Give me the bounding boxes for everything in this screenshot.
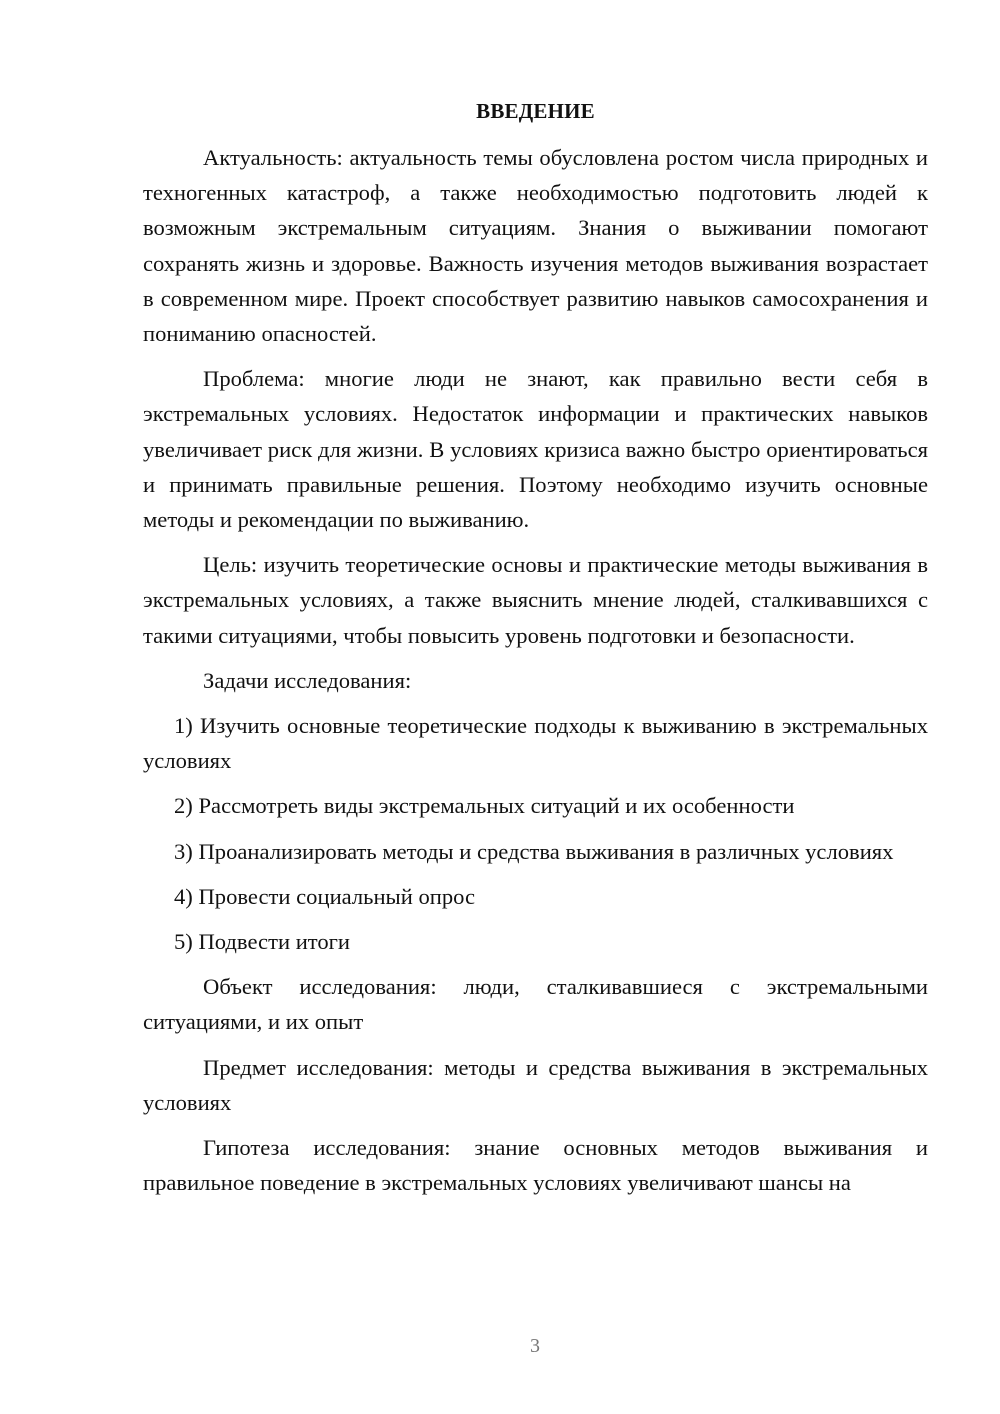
relevance-paragraph: Актуальность: актуальность темы обусловлена ростом числа природных и техногенных катастроф, а также необходимостью подготовить людей к возможным экстремальным ситуациям. Знания о выживании помогают сохранять жизнь и здоровье. Важность изучения методов выживания возрастает в современном мире. Проект способствует развитию навыков самосохранения и пониманию опасностей. bbox=[143, 145, 928, 347]
task-item-5: 5) Подвести итоги bbox=[174, 929, 351, 955]
task-item-1: 1) Изучить основные теоретические подходы к выживанию в экстремальных условиях bbox=[143, 713, 928, 774]
task-item-3: 3) Проанализировать методы и средства выживания в различных условиях bbox=[174, 838, 894, 864]
section-title: ВВЕДЕНИЕ bbox=[476, 99, 595, 123]
problem-paragraph: Проблема: многие люди не знают, как правильно вести себя в экстремальных условиях. Недостаток информации и практических навыков увеличивает риск для жизни. В условиях кризиса важно быстро ориентироваться и принимать правильные решения. Поэтому необходимо изучить основные методы и рекомендации по выживанию. bbox=[143, 366, 928, 533]
hypothesis-paragraph: Гипотеза исследования: знание основных методов выживания и правильное поведение в экстремальных условиях увеличивают шансы на bbox=[143, 1135, 928, 1196]
object-paragraph: Объект исследования: люди, сталкивавшиеся с экстремальными ситуациями, и их опыт bbox=[143, 974, 928, 1035]
subject-paragraph: Предмет исследования: методы и средства выживания в экстремальных условиях bbox=[143, 1054, 928, 1115]
page-content bbox=[143, 95, 928, 1210]
goal-paragraph: Цель: изучить теоретические основы и практические методы выживания в экстремальных условиях, а также выяснить мнение людей, сталкивавшихся с такими ситуациями, чтобы повысить уровень подготовки и безопасности. bbox=[143, 552, 928, 648]
task-item-2: 2) Рассмотреть виды экстремальных ситуаций и их особенности bbox=[174, 793, 795, 819]
task-item-4: 4) Провести социальный опрос bbox=[174, 883, 476, 909]
page-number: 3 bbox=[530, 1335, 540, 1357]
tasks-heading: Задачи исследования: bbox=[203, 667, 412, 693]
